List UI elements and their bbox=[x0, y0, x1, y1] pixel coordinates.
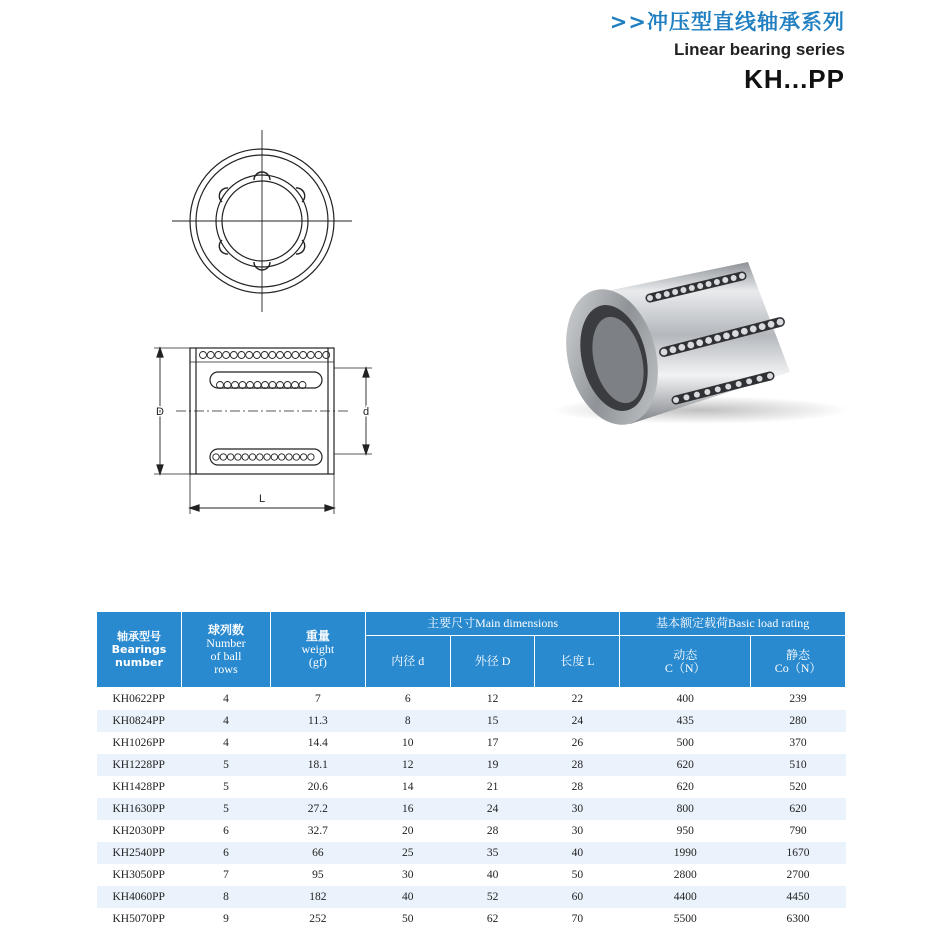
cell-C: 1990 bbox=[620, 842, 751, 864]
cell-C: 2800 bbox=[673, 869, 697, 881]
end-view-drawing bbox=[172, 130, 352, 312]
table-row bbox=[97, 886, 846, 908]
cell-C: 400 bbox=[676, 693, 694, 705]
ball bbox=[680, 287, 686, 293]
cell-Co: 790 bbox=[789, 825, 807, 837]
ball bbox=[714, 279, 720, 285]
cell-D: 12 bbox=[486, 693, 499, 705]
ball bbox=[271, 454, 277, 460]
cell-Co: 1670 bbox=[751, 842, 846, 864]
cell-weight: 66 bbox=[270, 842, 365, 864]
ball bbox=[300, 352, 307, 359]
ball bbox=[767, 373, 773, 379]
col-main-dimensions: 主要尺寸Main dimensions bbox=[365, 612, 620, 636]
cell-weight: 14.4 bbox=[307, 737, 328, 749]
col-weight-en: weight bbox=[301, 642, 335, 656]
col-dynamic-cn: 动态 bbox=[673, 647, 698, 662]
cell-L: 30 bbox=[535, 798, 620, 820]
dimension-D-label: D bbox=[156, 406, 164, 418]
col-inner-d: 内径 d bbox=[365, 636, 450, 688]
ball bbox=[739, 273, 745, 279]
col-dynamic bbox=[620, 636, 751, 688]
ball bbox=[670, 346, 677, 353]
cell-C: 800 bbox=[620, 798, 751, 820]
cell-L: 60 bbox=[535, 886, 620, 908]
cell-D: 52 bbox=[450, 886, 535, 908]
ball bbox=[732, 330, 739, 337]
cell-rows: 5 bbox=[223, 781, 229, 793]
cell-model: KH0622PP bbox=[112, 693, 165, 705]
table-row bbox=[97, 710, 846, 732]
cell-rows: 4 bbox=[223, 693, 229, 705]
cell-weight: 32.7 bbox=[307, 825, 328, 837]
ball bbox=[705, 337, 712, 344]
ball bbox=[683, 394, 689, 400]
col-load-rating: 基本额定载荷Basic load rating bbox=[620, 612, 846, 636]
cell-Co: 2700 bbox=[786, 869, 810, 881]
table-row bbox=[97, 798, 846, 820]
cell-model: KH2030PP bbox=[112, 825, 165, 837]
ball bbox=[672, 289, 678, 295]
cell-d: 50 bbox=[401, 913, 414, 925]
cell-rows: 4 bbox=[181, 710, 270, 732]
col-bearing-cn: 轴承型号 bbox=[116, 630, 161, 643]
cell-D: 19 bbox=[450, 754, 535, 776]
cell-d: 16 bbox=[365, 798, 450, 820]
cell-model: KH3050PP bbox=[112, 869, 165, 881]
cell-Co: 280 bbox=[751, 710, 846, 732]
col-static-unit: Co（N） bbox=[774, 660, 822, 675]
cell-weight: 95 bbox=[312, 869, 324, 881]
cell-Co: 4450 bbox=[751, 886, 846, 908]
ball bbox=[687, 342, 694, 349]
bearing-photo bbox=[550, 262, 850, 435]
cell-weight: 11.3 bbox=[270, 710, 365, 732]
dimension-d-label: d bbox=[362, 406, 370, 418]
cell-Co: 520 bbox=[789, 781, 807, 793]
ball bbox=[750, 326, 757, 333]
table-row bbox=[97, 732, 846, 754]
cell-rows: 6 bbox=[181, 842, 270, 864]
ball bbox=[664, 291, 670, 297]
ball bbox=[292, 352, 299, 359]
cell-d: 40 bbox=[365, 886, 450, 908]
specification-table bbox=[96, 611, 846, 930]
cell-model: KH2540PP bbox=[97, 842, 182, 864]
cell-weight: 27.2 bbox=[270, 798, 365, 820]
col-ball-rows-cn: 球列数 bbox=[207, 622, 244, 637]
cell-D: 15 bbox=[450, 710, 535, 732]
cell-Co: 510 bbox=[751, 754, 846, 776]
ball bbox=[308, 454, 314, 460]
ball bbox=[647, 295, 653, 301]
ball bbox=[757, 376, 763, 382]
ball bbox=[678, 344, 685, 351]
cell-L: 22 bbox=[571, 693, 584, 705]
ball bbox=[293, 454, 299, 460]
ball bbox=[223, 352, 230, 359]
cell-L: 28 bbox=[535, 754, 620, 776]
ball bbox=[307, 352, 314, 359]
ball bbox=[220, 454, 226, 460]
col-dynamic-unit: C（N） bbox=[664, 660, 706, 675]
col-outer-D: 外径 D bbox=[450, 636, 535, 688]
cell-Co: 370 bbox=[789, 737, 807, 749]
ball bbox=[246, 352, 253, 359]
cell-d: 25 bbox=[365, 842, 450, 864]
ball bbox=[323, 352, 330, 359]
cell-rows: 9 bbox=[223, 913, 229, 925]
side-view-drawing bbox=[154, 348, 372, 514]
cell-C: 950 bbox=[676, 825, 694, 837]
cell-D: 24 bbox=[450, 798, 535, 820]
cell-rows: 5 bbox=[181, 754, 270, 776]
table-row bbox=[97, 842, 846, 864]
cell-d: 12 bbox=[365, 754, 450, 776]
cell-model: KH1026PP bbox=[112, 737, 165, 749]
ball bbox=[207, 352, 214, 359]
cell-model: KH5070PP bbox=[112, 913, 165, 925]
cell-C: 4400 bbox=[620, 886, 751, 908]
ball bbox=[704, 389, 710, 395]
ball bbox=[696, 339, 703, 346]
col-bearing-en: Bearings number bbox=[111, 643, 167, 669]
ball bbox=[238, 352, 245, 359]
ball bbox=[697, 283, 703, 289]
ball bbox=[261, 352, 268, 359]
cell-L: 28 bbox=[571, 781, 584, 793]
ball bbox=[689, 285, 695, 291]
cell-weight: 20.6 bbox=[307, 781, 328, 793]
cell-d: 20 bbox=[401, 825, 414, 837]
table-row bbox=[97, 776, 846, 798]
ball bbox=[741, 328, 748, 335]
title-chinese: >>冲压型直线轴承系列 bbox=[609, 10, 845, 34]
cell-Co: 239 bbox=[789, 693, 807, 705]
cell-D: 35 bbox=[450, 842, 535, 864]
ball bbox=[200, 352, 207, 359]
cell-C: 620 bbox=[620, 754, 751, 776]
ball bbox=[213, 454, 219, 460]
ball bbox=[257, 454, 263, 460]
ball bbox=[253, 352, 260, 359]
cell-C: 500 bbox=[676, 737, 694, 749]
cell-L: 26 bbox=[571, 737, 584, 749]
model-series: KH...PP bbox=[744, 64, 845, 94]
ball bbox=[655, 293, 661, 299]
cell-model: KH0824PP bbox=[97, 710, 182, 732]
ball bbox=[736, 381, 742, 387]
ball bbox=[746, 378, 752, 384]
cell-L: 70 bbox=[571, 913, 584, 925]
ball bbox=[715, 386, 721, 392]
table-row bbox=[97, 754, 846, 776]
cell-L: 50 bbox=[571, 869, 584, 881]
ball bbox=[706, 281, 712, 287]
table-row bbox=[97, 908, 846, 930]
col-length-L: 长度 L bbox=[535, 636, 620, 688]
cell-weight: 252 bbox=[309, 913, 327, 925]
col-ball-rows-en: Number of ball rows bbox=[206, 635, 246, 676]
cell-L: 30 bbox=[571, 825, 584, 837]
ball bbox=[714, 335, 721, 342]
cell-D: 28 bbox=[486, 825, 499, 837]
cell-d: 6 bbox=[404, 693, 411, 705]
cell-D: 17 bbox=[486, 737, 499, 749]
cell-weight: 7 bbox=[314, 693, 321, 705]
ball bbox=[284, 352, 291, 359]
cell-C: 435 bbox=[620, 710, 751, 732]
cell-L: 40 bbox=[535, 842, 620, 864]
cell-Co: 6300 bbox=[786, 913, 810, 925]
ball bbox=[315, 352, 322, 359]
ball bbox=[269, 352, 276, 359]
cell-weight: 18.1 bbox=[270, 754, 365, 776]
ball bbox=[725, 384, 731, 390]
cell-D: 40 bbox=[486, 869, 499, 881]
cell-d: 30 bbox=[401, 869, 414, 881]
ball bbox=[731, 275, 737, 281]
col-weight-cn: 重量 bbox=[305, 629, 330, 643]
ball bbox=[264, 454, 270, 460]
col-ball-rows bbox=[181, 612, 270, 688]
cell-rows: 7 bbox=[223, 869, 229, 881]
cell-model: KH1630PP bbox=[97, 798, 182, 820]
cell-d: 14 bbox=[401, 781, 414, 793]
table-row bbox=[97, 864, 846, 886]
ball bbox=[230, 352, 237, 359]
cell-L: 24 bbox=[535, 710, 620, 732]
ball bbox=[759, 323, 766, 330]
cell-model: KH1228PP bbox=[97, 754, 182, 776]
cell-Co: 620 bbox=[751, 798, 846, 820]
cell-model: KH4060PP bbox=[97, 886, 182, 908]
ball bbox=[661, 349, 668, 356]
ball bbox=[723, 332, 730, 339]
ball bbox=[242, 454, 248, 460]
ball bbox=[300, 454, 306, 460]
cell-weight: 182 bbox=[270, 886, 365, 908]
cell-rows: 8 bbox=[181, 886, 270, 908]
ball bbox=[279, 454, 285, 460]
cell-C: 5500 bbox=[673, 913, 697, 925]
table-row bbox=[97, 820, 846, 842]
cell-rows: 5 bbox=[181, 798, 270, 820]
ball bbox=[227, 454, 233, 460]
cell-rows: 6 bbox=[223, 825, 229, 837]
col-static bbox=[751, 636, 846, 688]
title-english: Linear bearing series bbox=[673, 40, 845, 59]
col-static-cn: 静态 bbox=[786, 647, 811, 662]
dimension-L-label: L bbox=[258, 493, 266, 505]
cell-d: 8 bbox=[365, 710, 450, 732]
ball bbox=[768, 321, 775, 328]
ball bbox=[249, 454, 255, 460]
ball bbox=[215, 352, 222, 359]
ball bbox=[777, 319, 784, 326]
col-bearing-number bbox=[97, 612, 182, 688]
ball bbox=[235, 454, 241, 460]
cell-model: KH1428PP bbox=[112, 781, 165, 793]
cell-C: 620 bbox=[676, 781, 694, 793]
ball bbox=[722, 277, 728, 283]
ball bbox=[673, 397, 679, 403]
cell-D: 21 bbox=[486, 781, 499, 793]
cell-d: 10 bbox=[401, 737, 414, 749]
col-weight-unit: (gf) bbox=[308, 655, 327, 669]
ball bbox=[286, 454, 292, 460]
table-row bbox=[97, 688, 846, 711]
ball bbox=[277, 352, 284, 359]
ball bbox=[694, 392, 700, 398]
cell-rows: 4 bbox=[223, 737, 229, 749]
cell-D: 62 bbox=[486, 913, 499, 925]
col-weight bbox=[270, 612, 365, 688]
